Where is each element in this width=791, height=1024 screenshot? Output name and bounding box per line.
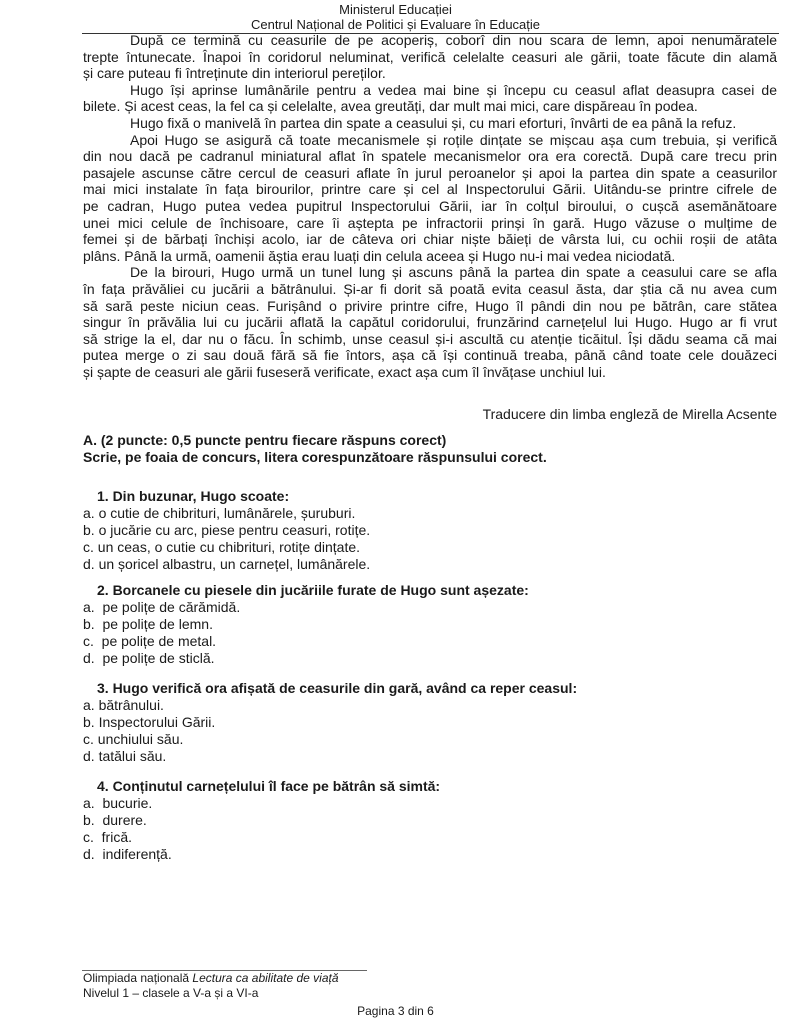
answer-option: d. indiferență. bbox=[83, 846, 172, 862]
question-1: 1. Din buzunar, Hugo scoate: bbox=[97, 488, 290, 504]
text-line: și șapte de ceasuri ale gării fuseseră verificate, exact așa cum îl învățase unchiul lui. bbox=[83, 364, 606, 380]
translation-credit: Traducere din limba engleză de Mirella Acsente bbox=[482, 406, 777, 422]
answer-option: b. durere. bbox=[83, 812, 147, 828]
text-line: și care puteau fi întreținute din interiorul pereților. bbox=[83, 65, 386, 82]
answer-option: d. pe polițe de sticlă. bbox=[83, 650, 215, 666]
text-line: Hugo fixă o manivelă în partea din spate a ceasului și, cu mari eforturi, învârti de ea până la refuz. bbox=[130, 115, 737, 131]
footer-olympiad bbox=[83, 971, 339, 985]
answer-option: b. pe polițe de lemn. bbox=[83, 616, 213, 632]
answer-option: b. Inspectorului Gării. bbox=[83, 714, 216, 730]
footer-olympiad-prefix: Olimpiada națională bbox=[83, 971, 193, 985]
text-line: Apoi Hugo se asigură că toate mecanismele și roțile dințate se mișcau așa cum trebuia, și verifică bbox=[130, 131, 777, 148]
text-line: După ce termină cu ceasurile de pe acoperiș, coborî din nou scara de lemn, apoi nenumăratele bbox=[130, 32, 777, 48]
answer-option: d. tatălui său. bbox=[83, 748, 167, 764]
text-line: De la birouri, Hugo urmă un tunel lung și ascuns până la partea din spate a ceasului care se afla bbox=[130, 264, 777, 281]
text-line: pe cadran, Hugo putea vedea pupitrul Inspectorului Gării, iar în colțul biroului, o cușcă asemănătoare bbox=[83, 198, 777, 214]
text-line: trepte întunecate. Înapoi în coridorul neluminat, verifică celelalte ceasuri ale gării, toate făcute din alamă bbox=[83, 48, 777, 65]
answer-option: c. unchiului său. bbox=[83, 731, 184, 747]
question-4: 4. Conținutul carnețelului îl face pe bătrân să simtă: bbox=[97, 778, 441, 794]
page-number: Pagina 3 din 6 bbox=[357, 1004, 434, 1018]
text-line: unei mici celule de închisoare, care îi aștepta pe infractorii prinși în gară. Hugo văzuse o mulțime de bbox=[83, 214, 777, 231]
text-line: singur în prăvălia lui cu jucării aflată la capătul coridorului, frunzărind carnețelul lui Hugo. Hugo ar fi vrut bbox=[83, 314, 777, 331]
footer-level: Nivelul 1 – clasele a V-a și a VI-a bbox=[83, 986, 259, 1000]
answer-option: a. o cutie de chibrituri, lumânărele, șuruburi. bbox=[83, 505, 356, 521]
text-line: Hugo își aprinse lumânările pentru a vedea mai bine și începu cu ceasul aflat deasupra casei de bbox=[130, 81, 777, 98]
question-3: 3. Hugo verifică ora afișată de ceasurile din gară, având ca reper ceasul: bbox=[97, 680, 578, 696]
answer-option: a. bucurie. bbox=[83, 795, 153, 811]
answer-option: c. frică. bbox=[83, 829, 133, 845]
answer-option: d. un șoricel albastru, un carnețel, lumânărele. bbox=[83, 556, 371, 572]
answer-option: b. o jucărie cu arc, piese pentru ceasuri, rotițe. bbox=[83, 522, 371, 538]
text-line: în fața prăvăliei cu jucării a bătrânului. Și-ar fi dorit să poată evita ceasul ăsta, dar știa că nu avea cum bbox=[83, 281, 777, 297]
footer-olympiad-title: Lectura ca abilitate de viață bbox=[192, 971, 339, 985]
answer-option: c. un ceas, o cutie cu chibrituri, rotițe dințate. bbox=[83, 539, 361, 555]
header-center: Centrul Național de Politici și Evaluare în Educație bbox=[250, 17, 541, 32]
section-title: A. (2 puncte: 0,5 puncte pentru fiecare răspuns corect) bbox=[83, 432, 447, 448]
text-line: femei și de bărbați închiși acolo, iar de câteva ori chiar niște băieți de vârsta lui, cu ochii roșii de atâta bbox=[83, 231, 777, 248]
text-line: putea merge o zi sau două fără să fie întors, așa că își continuă treaba, până când toate cele douăzeci bbox=[83, 347, 777, 364]
question-2: 2. Borcanele cu piesele din jucăriile furate de Hugo sunt așezate: bbox=[97, 582, 529, 598]
text-line: bilete. Și acest ceas, la fel ca și celelalte, avea greutăți, dar mult mai mici, care dispăreau în podea. bbox=[83, 98, 698, 115]
text-line: pasajele ascunse către cercul de ceasuri aflate în jurul peroanelor și apoi la partea din spate a ceasurilor bbox=[83, 164, 777, 181]
answer-option: a. bătrânului. bbox=[83, 697, 164, 713]
text-line: plâns. Până la urmă, oamenii ăștia erau luați din celula aceea și Hugo nu-i mai vedea niciodată. bbox=[83, 247, 676, 264]
text-line: să sară peste niciun ceas. Furișând o privire printre cifre, Hugo îl pândi din nou pe bătrân, care stătea bbox=[83, 297, 777, 314]
text-line: din nou dacă pe cadranul miniatural aflat în spatele mecanismelor ora era corectă. După care trecu prin bbox=[83, 148, 777, 165]
text-line: mai mici instalate în fața birourilor, printre care și cel al Inspectorului Gării. Uitându-se printre cifrele de bbox=[83, 181, 777, 198]
text-line: să strige la el, dar nu o făcu. În schimb, unse ceasul și-i ascultă cu atenție ticăitul. Își dădu seama că mai bbox=[83, 330, 777, 347]
answer-option: a. pe polițe de cărămidă. bbox=[83, 599, 241, 615]
header-ministry: Ministerul Educației bbox=[339, 2, 452, 17]
section-instruction: Scrie, pe foaia de concurs, litera corespunzătoare răspunsului corect. bbox=[83, 449, 547, 465]
answer-option: c. pe polițe de metal. bbox=[83, 633, 217, 649]
